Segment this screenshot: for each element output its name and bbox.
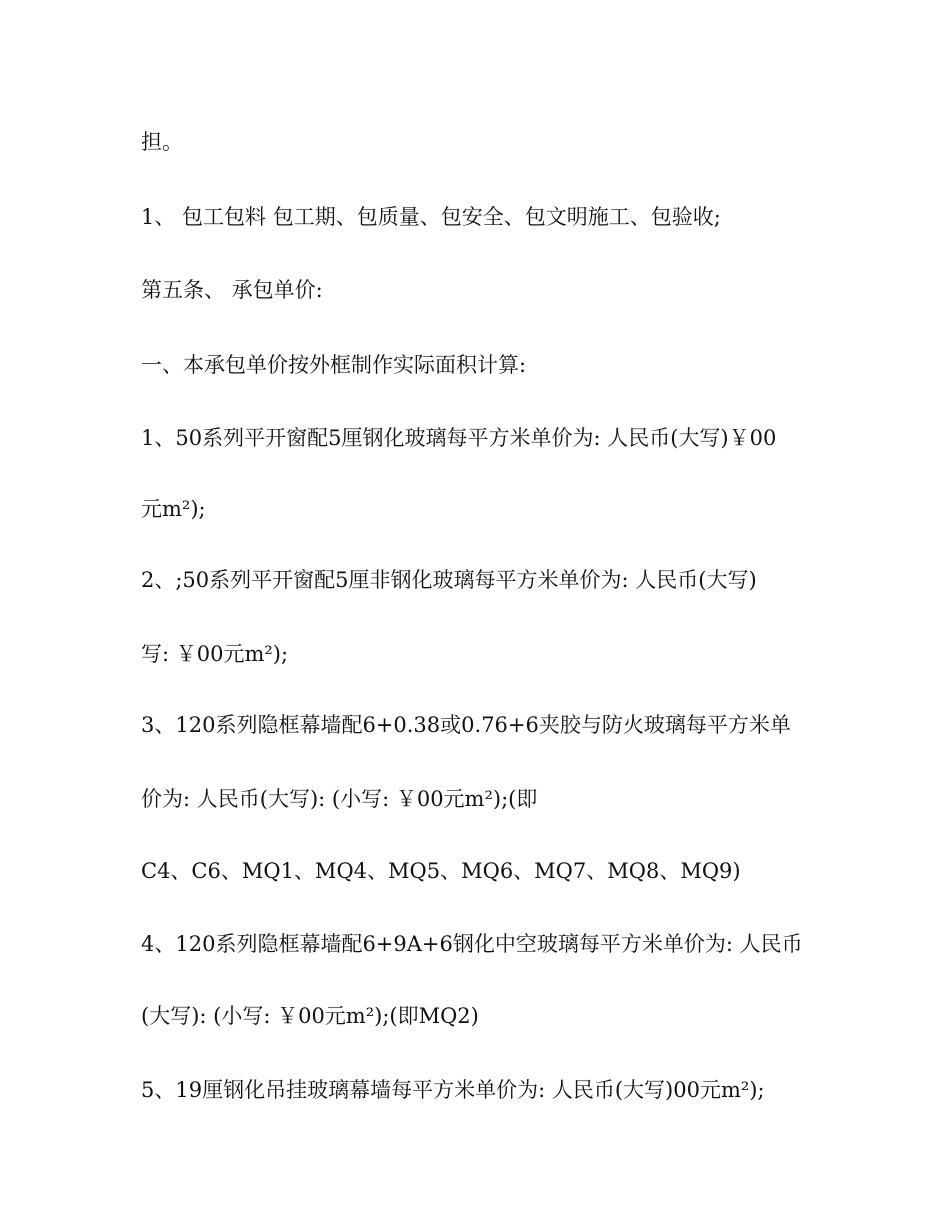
text-line: 价为: 人民币(大写): (小写: ￥00元m²);(即 [141,787,538,811]
text-line: (大写): (小写: ￥00元m²);(即MQ2) [141,1004,479,1028]
text-line: 5、19厘钢化吊挂玻璃幕墙每平方米单价为: 人民币(大写)00元m²); [141,1078,765,1102]
text-line: 写: ￥00元m²); [141,642,289,666]
text-line: 3、120系列隐框幕墙配6+0.38或0.76+6夹胶与防火玻璃每平方米单 [141,713,791,737]
text-line: 元m²); [141,497,206,521]
text-line: 1、50系列平开窗配5厘钢化玻璃每平方米单价为: 人民币(大写)￥00 [141,426,777,450]
text-line: 4、120系列隐框幕墙配6+9A+6钢化中空玻璃每平方米单价为: 人民币 [141,932,803,956]
text-line: 担。 [141,130,183,154]
text-line: 1、 包工包料 包工期、包质量、包安全、包文明施工、包验收; [141,205,721,229]
text-line: 第五条、 承包单价: [141,278,323,302]
text-line: C4、C6、MQ1、MQ4、MQ5、MQ6、MQ7、MQ8、MQ9) [141,859,741,883]
text-line: 2、;50系列平开窗配5厘非钢化玻璃每平方米单价为: 人民币(大写) [141,568,757,592]
text-line: 一、本承包单价按外框制作实际面积计算: [141,353,527,377]
